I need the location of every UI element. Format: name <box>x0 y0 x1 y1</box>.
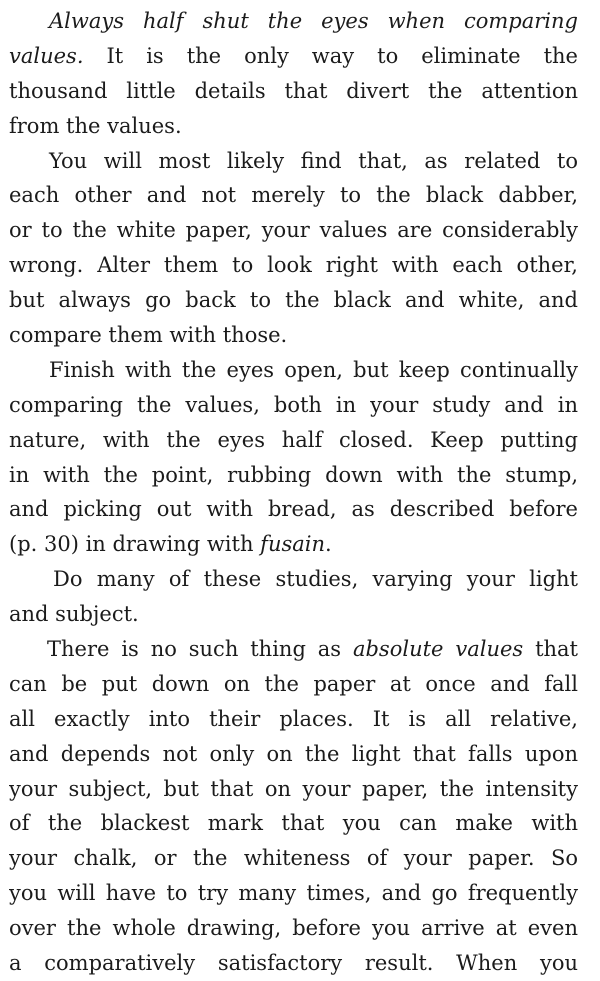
text-run: . <box>325 532 332 557</box>
text-run: that <box>523 637 578 662</box>
text-line: your chalk, or the whiteness of your paper. So <box>9 846 578 871</box>
text-line: can be put down on the paper at once and fall <box>9 671 578 696</box>
text-line: You will most likely find that, as related to <box>49 148 578 173</box>
text-line: of the blackest mark that you can make with <box>9 811 578 836</box>
paragraph-1 <box>9 4 578 144</box>
text-line: and picking out with bread, as described before <box>9 497 578 522</box>
italic-text: values. <box>9 43 84 68</box>
text-line <box>9 632 578 667</box>
italic-text: fusain <box>260 532 326 557</box>
text-line: comparing the values, both in your study and in <box>9 392 578 417</box>
text-line: a comparatively satisfactory result. When you <box>9 951 578 976</box>
paragraph-3 <box>9 353 578 562</box>
text-run: (p. 30) in drawing with <box>9 532 261 557</box>
text-line: thousand little details that divert the attention <box>9 78 578 103</box>
text-line: and subject. <box>9 602 139 627</box>
text-line: Finish with the eyes open, but keep continually <box>49 357 578 382</box>
text-line: you will have to try many times, and go frequently <box>9 881 578 906</box>
paragraph-2 <box>9 144 578 353</box>
text-line: in with the point, rubbing down with the stump, <box>9 462 578 487</box>
text-line: over the whole drawing, before you arrive at even <box>9 916 578 941</box>
text-line: and depends not only on the light that falls upon <box>9 741 578 766</box>
text-line: your subject, but that on your paper, the intensity <box>9 776 578 801</box>
text-line: but always go back to the black and white, and <box>9 288 578 313</box>
paragraph-5 <box>9 632 578 981</box>
text-line: compare them with those. <box>9 323 288 348</box>
text-line: nature, with the eyes half closed. Keep putting <box>9 427 578 452</box>
text-line <box>9 527 578 562</box>
text-run: It is the only way to eliminate the <box>83 43 578 68</box>
text-line: each other and not merely to the black dabber, <box>9 183 578 208</box>
text-line: Do many of these studies, varying your light <box>53 567 578 592</box>
text-line: all exactly into their places. It is all relative, <box>9 706 578 731</box>
italic-text: absolute values <box>352 637 524 662</box>
text-run: There is no such thing as <box>47 637 353 662</box>
text-line: or to the white paper, your values are considerably <box>9 218 578 243</box>
text-line <box>9 39 578 74</box>
text-line <box>9 4 578 39</box>
text-line: wrong. Alter them to look right with each other, <box>9 253 578 278</box>
italic-text: Always half shut the eyes when comparing <box>49 9 578 33</box>
paragraph-4 <box>9 562 578 632</box>
text-line: from the values. <box>9 113 182 138</box>
